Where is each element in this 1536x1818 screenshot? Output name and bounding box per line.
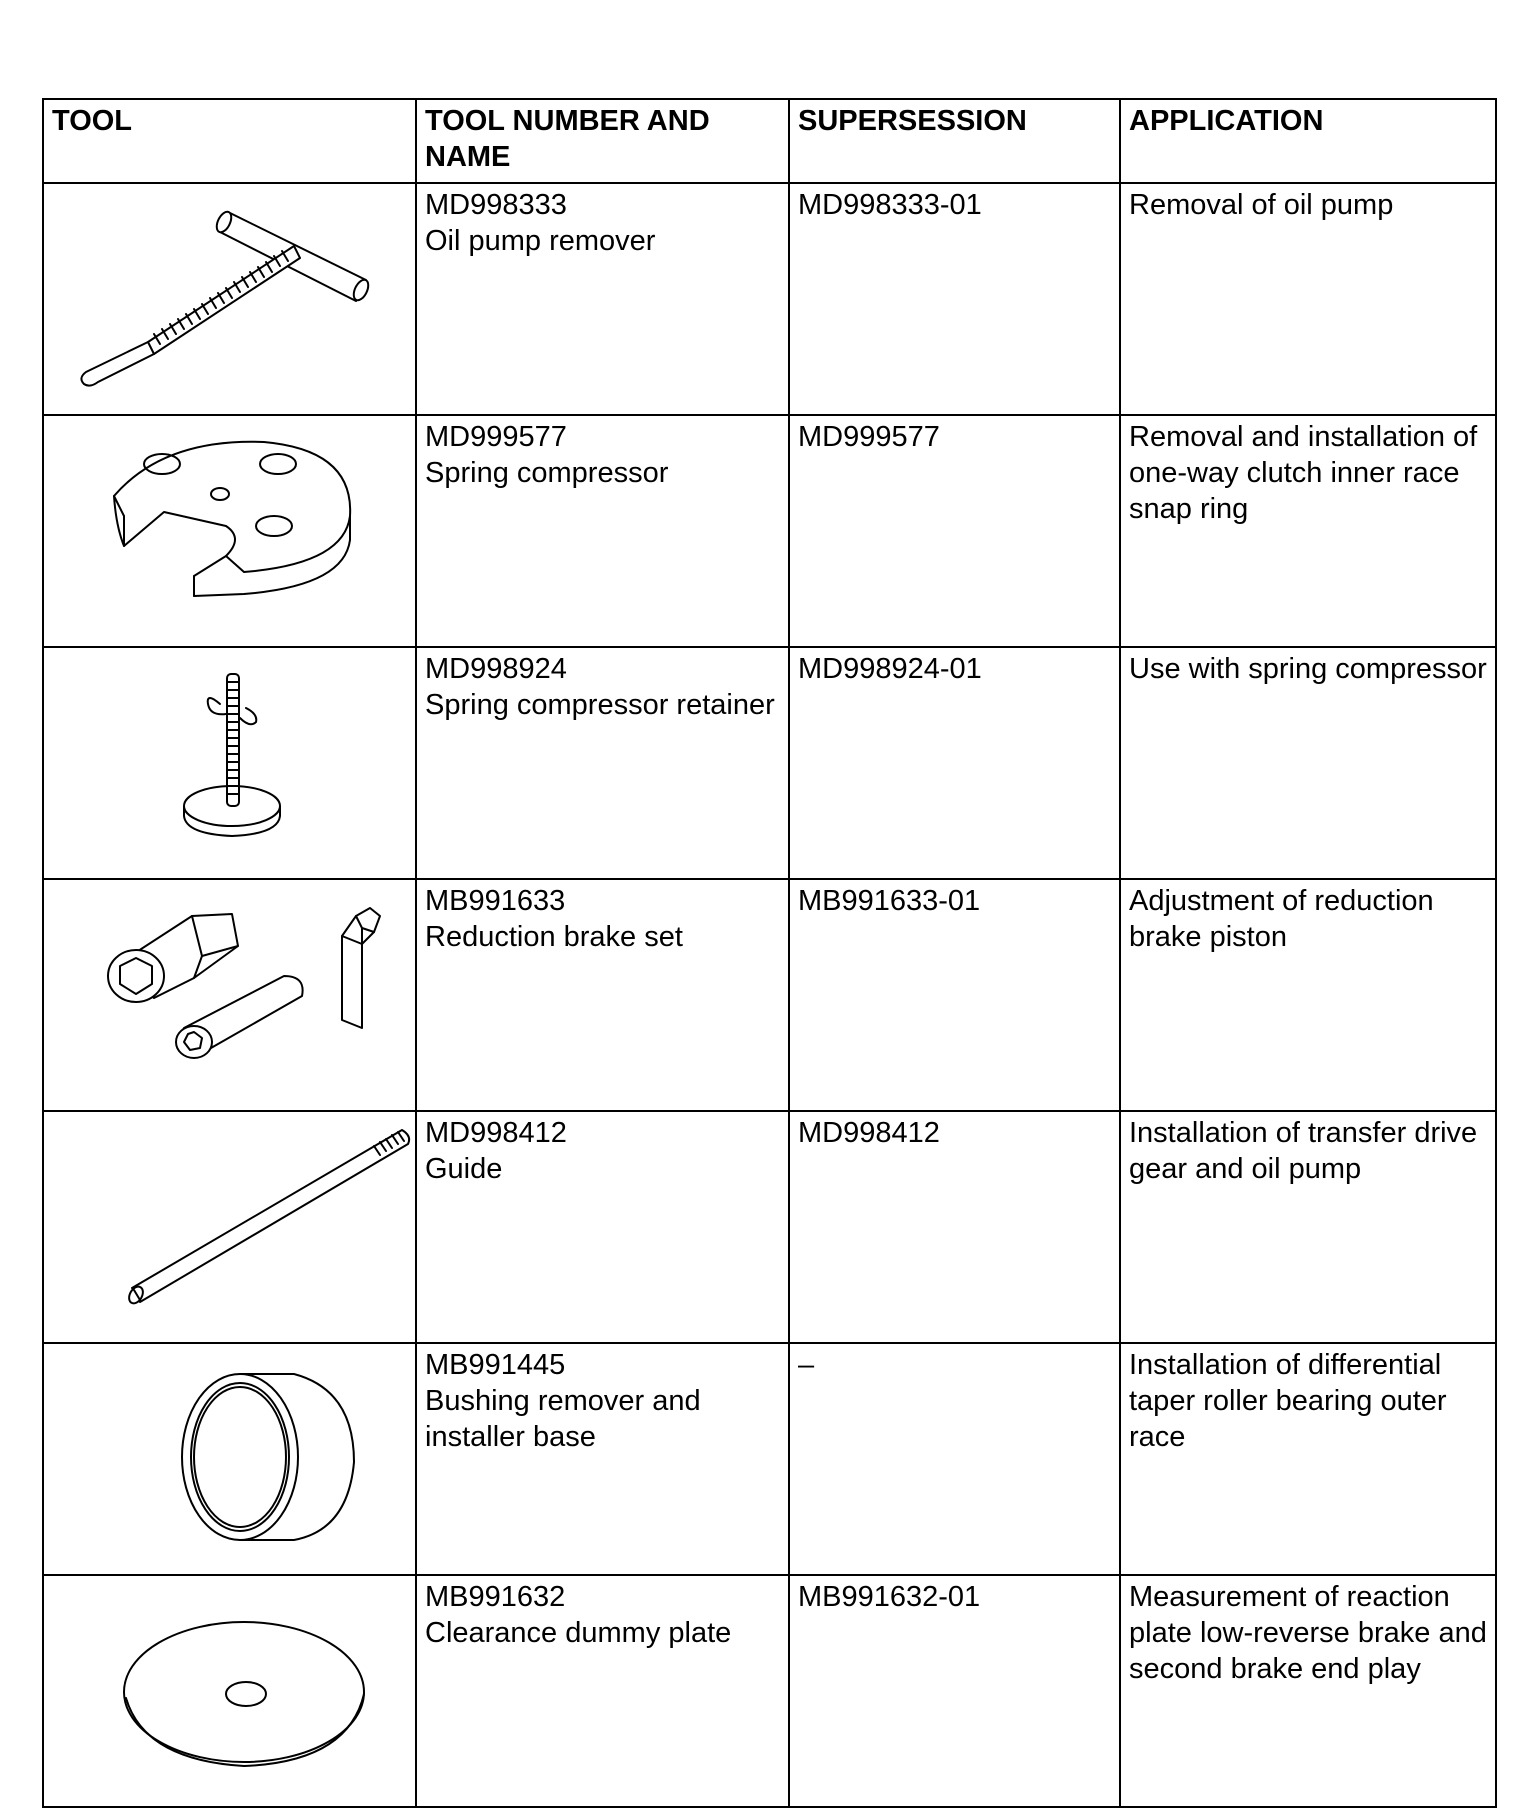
tool-number-and-name-cell [416, 879, 789, 1111]
table-row [43, 879, 1496, 1111]
table-row [43, 183, 1496, 415]
header-row [43, 99, 1496, 183]
reduction-brake-set-icon [44, 880, 417, 1107]
tool-name: Clearance dummy plate [425, 1617, 732, 1649]
supersession-cell: MD998333-01 [789, 183, 1120, 415]
tool-number-and-name-cell [416, 415, 789, 647]
supersession-cell: MB991632-01 [789, 1575, 1120, 1807]
tool-number: MB991445 [425, 1349, 566, 1381]
clearance-dummy-plate-icon [44, 1576, 417, 1803]
table-row [43, 1111, 1496, 1343]
guide-rod-icon [44, 1112, 417, 1339]
tool-number-and-name-cell [416, 647, 789, 879]
tool-number-and-name-cell [416, 1343, 789, 1575]
table-row [43, 1575, 1496, 1807]
bushing-installer-base-icon [44, 1344, 417, 1571]
application-cell: Removal of oil pump [1120, 183, 1496, 415]
tool-image-cell [43, 1343, 416, 1575]
tool-number: MB991632 [425, 1581, 566, 1613]
tool-number: MD998412 [425, 1117, 567, 1149]
tool-image-cell [43, 1111, 416, 1343]
tool-name: Spring compressor [425, 457, 669, 489]
application-cell: Measurement of reaction plate low-reverse brake and second brake end play [1120, 1575, 1496, 1807]
special-tools-table [42, 98, 1497, 1808]
tool-image-cell [43, 415, 416, 647]
tool-image-cell [43, 879, 416, 1111]
supersession-cell: MD998412 [789, 1111, 1120, 1343]
tool-name: Reduction brake set [425, 921, 683, 953]
supersession-cell: MD998924-01 [789, 647, 1120, 879]
header-supersession: SUPERSESSION [789, 99, 1120, 183]
header-application: APPLICATION [1120, 99, 1496, 183]
application-cell: Installation of transfer drive gear and oil pump [1120, 1111, 1496, 1343]
tool-name: Guide [425, 1153, 503, 1185]
tool-name: Oil pump remover [425, 225, 656, 257]
table-row [43, 1343, 1496, 1575]
table-row [43, 647, 1496, 879]
tool-image-cell [43, 1575, 416, 1807]
t-handle-oil-pump-remover-icon [44, 184, 417, 411]
tool-name: Bushing remover and installer base [425, 1385, 701, 1453]
application-cell: Removal and installation of one-way clutch inner race snap ring [1120, 415, 1496, 647]
tool-number-and-name-cell [416, 1575, 789, 1807]
tool-image-cell [43, 183, 416, 415]
supersession-cell: MD999577 [789, 415, 1120, 647]
tool-number: MD998333 [425, 189, 567, 221]
application-cell: Adjustment of reduction brake piston [1120, 879, 1496, 1111]
application-cell: Installation of differential taper roller bearing outer race [1120, 1343, 1496, 1575]
tool-number: MD998924 [425, 653, 567, 685]
tool-number-and-name-cell [416, 1111, 789, 1343]
supersession-cell: MB991633-01 [789, 879, 1120, 1111]
tool-image-cell [43, 647, 416, 879]
header-tool-number-and-name: TOOL NUMBER AND NAME [416, 99, 789, 183]
tool-number: MD999577 [425, 421, 567, 453]
header-tool: TOOL [43, 99, 416, 183]
application-cell: Use with spring compressor [1120, 647, 1496, 879]
supersession-cell: – [789, 1343, 1120, 1575]
spring-compressor-retainer-icon [44, 648, 417, 875]
tool-number: MB991633 [425, 885, 566, 917]
spring-compressor-icon [44, 416, 417, 643]
tool-number-and-name-cell [416, 183, 789, 415]
tool-name: Spring compressor retainer [425, 689, 775, 721]
table-row [43, 415, 1496, 647]
